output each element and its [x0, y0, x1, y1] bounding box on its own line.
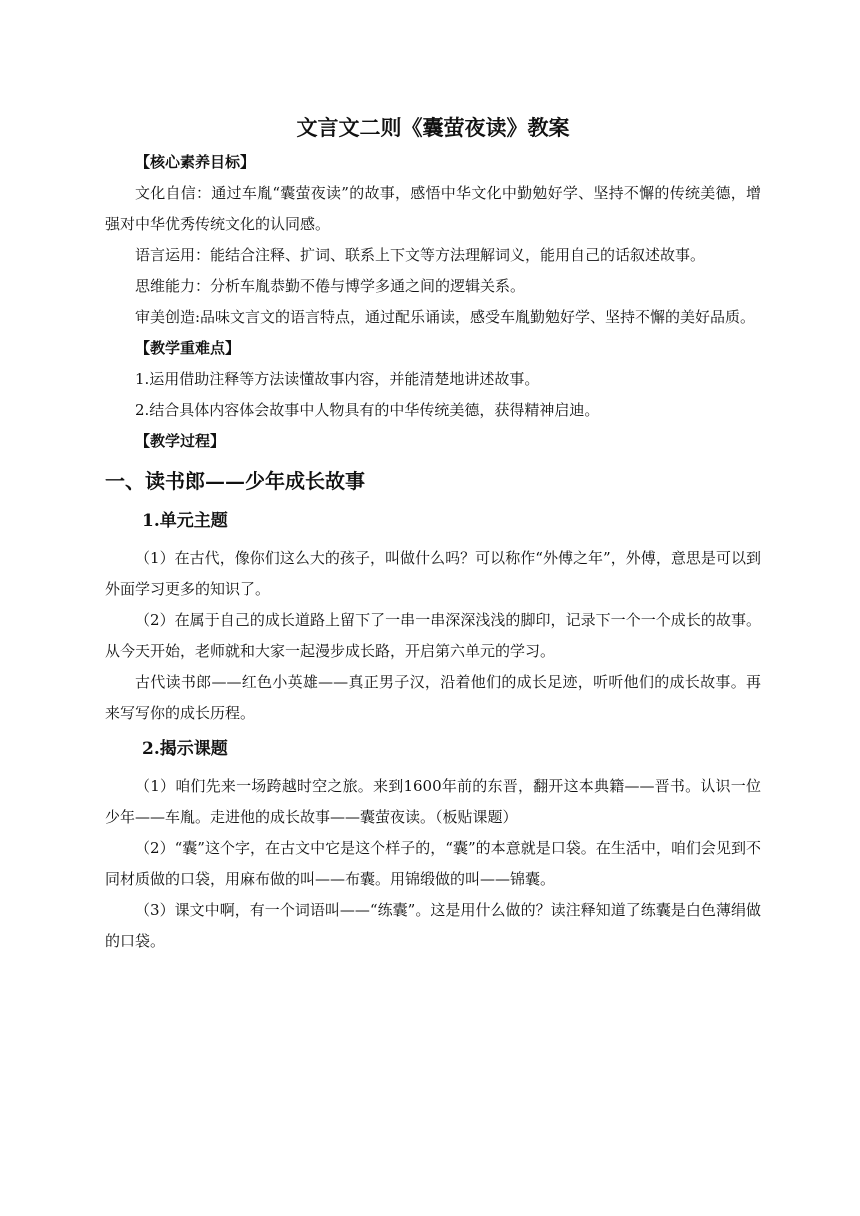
unit-theme-para-3: 古代读书郎——红色小英雄——真正男子汉，沿着他们的成长足迹，听听他们的成长故事。再来写写你的成长历程。	[105, 673, 761, 722]
reveal-topic-para-1: （1）咱们先来一场跨越时空之旅。来到1600年前的东晋，翻开这本典籍——晋书。认识一位少年——车胤。走进他的成长故事——囊萤夜读。（板贴课题）	[105, 777, 761, 826]
process-heading: 【教学过程】	[135, 432, 226, 450]
key-point-2: 2.结合具体内容体会故事中人物具有的中华传统美德，获得精神启迪。	[135, 401, 600, 419]
subsection-unit-theme-title: 1.单元主题	[142, 511, 228, 531]
goal-language: 语言运用：能结合注释、扩词、联系上下文等方法理解词义，能用自己的话叙述故事。	[135, 246, 706, 264]
unit-theme-para-1: （1）在古代，像你们这么大的孩子，叫做什么吗？可以称作“外傅之年”，外傅，意思是可以到外面学习更多的知识了。	[105, 549, 761, 598]
document-title: 文言文二则《囊萤夜读》教案	[296, 115, 570, 140]
goal-culture: 文化自信：通过车胤“囊萤夜读”的故事，感悟中华文化中勤勉好学、坚持不懈的传统美德，增强对中华优秀传统文化的认同感。	[105, 184, 761, 233]
section-1-title: 一、读书郎——少年成长故事	[105, 469, 365, 493]
core-goals-heading: 【核心素养目标】	[135, 153, 256, 171]
goal-thinking: 思维能力：分析车胤恭勤不倦与博学多通之间的逻辑关系。	[135, 277, 526, 295]
document-body	[105, 112, 761, 957]
reveal-topic-para-2: （2）“囊”这个字，在古文中它是这个样子的，“囊”的本意就是口袋。在生活中，咱们会见到不同材质做的口袋，用麻布做的叫——布囊。用锦缎做的叫——锦囊。	[105, 839, 761, 888]
reveal-topic-para-3: （3）课文中啊，有一个词语叫——“练囊”。这是用什么做的？读注释知道了练囊是白色薄绢做的口袋。	[105, 901, 761, 950]
key-point-1: 1.运用借助注释等方法读懂故事内容，并能清楚地讲述故事。	[135, 370, 540, 388]
key-points-heading: 【教学重难点】	[135, 339, 241, 357]
unit-theme-para-2: （2）在属于自己的成长道路上留下了一串一串深深浅浅的脚印，记录下一个一个成长的故事。从今天开始，老师就和大家一起漫步成长路，开启第六单元的学习。	[105, 611, 761, 660]
goal-aesthetic: 审美创造:品味文言文的语言特点，通过配乐诵读，感受车胤勤勉好学、坚持不懈的美好品质。	[135, 308, 756, 326]
subsection-reveal-topic-title: 2.揭示课题	[142, 739, 228, 759]
